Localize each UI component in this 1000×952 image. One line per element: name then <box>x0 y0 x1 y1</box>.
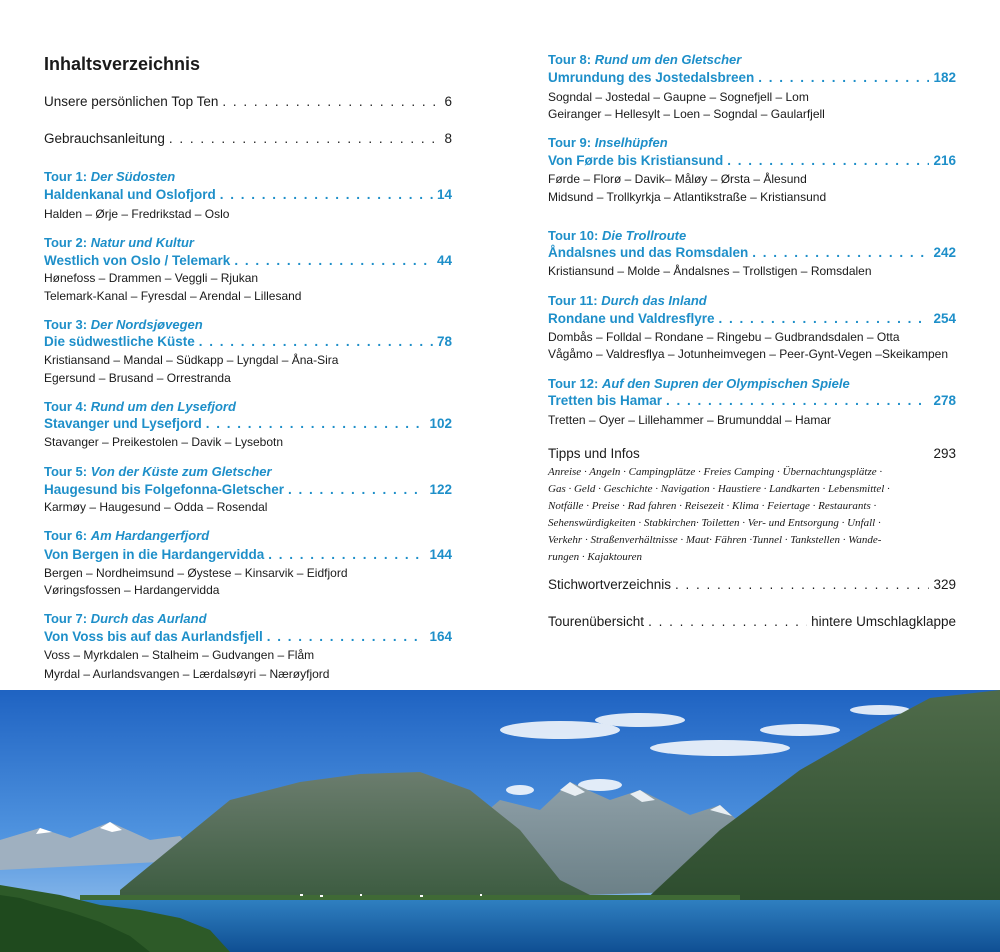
toc-entry-usage[interactable] <box>44 131 452 146</box>
tour-page: 78 <box>436 334 452 349</box>
tour-page: 164 <box>429 629 452 644</box>
tour-page: 102 <box>429 416 452 431</box>
leader-dots <box>288 482 425 497</box>
tour-number: Tour 4: <box>44 399 88 414</box>
toc-entry-tour-3[interactable] <box>44 334 452 349</box>
leader-dots <box>268 547 425 562</box>
tour-title: Die südwestliche Küste <box>44 334 195 349</box>
tour-heading <box>44 611 207 626</box>
leader-dots <box>666 393 929 408</box>
tour-subtitle: Rund um den Lysefjord <box>90 399 236 414</box>
tour-subtitle: Am Hardangerfjord <box>90 528 210 543</box>
tour-route: Halden – Ørje – Fredrikstad – Oslo <box>44 207 230 221</box>
toc-entry-tour-1[interactable] <box>44 187 452 202</box>
leader-dots <box>206 416 426 431</box>
toc-entry-label: Unsere persönlichen Top Ten <box>44 94 219 109</box>
toc-entry-page: 8 <box>444 131 452 146</box>
tour-title: Haugesund bis Folgefonna-Gletscher <box>44 482 285 497</box>
tour-route: Stavanger – Preikestolen – Davik – Lysebotn <box>44 435 284 449</box>
tour-title: Haldenkanal und Oslofjord <box>44 187 216 202</box>
tipps-topics-line: Anreise · Angeln · Campingplätze · Freies Camping · Übernachtungsplätze · <box>548 466 883 478</box>
toc-entry-tour-11[interactable] <box>548 311 956 326</box>
tour-heading <box>44 317 203 332</box>
tour-page: 44 <box>436 253 452 268</box>
tour-route: Førde – Florø – Davik– Måløy – Ørsta – Ålesund <box>548 172 807 186</box>
tour-number: Tour 7: <box>44 611 88 626</box>
tour-route: Vågåmo – Valdresflya – Jotunheimvegen – Peer-Gynt-Vegen –Skeikampen <box>548 347 949 361</box>
tour-subtitle: Auf den Supren der Olympischen Spiele <box>601 376 850 391</box>
tour-subtitle: Rund um den Gletscher <box>594 52 742 67</box>
toc-entry-tour-7[interactable] <box>44 629 452 644</box>
tour-route: Geiranger – Hellesylt – Loen – Sogndal – Gaularfjell <box>548 107 825 121</box>
tour-subtitle: Durch das Inland <box>601 293 707 308</box>
tour-route: Voss – Myrkdalen – Stalheim – Gudvangen – Flåm <box>44 648 315 662</box>
toc-entry-label: Tipps und Infos <box>548 446 640 461</box>
tour-heading <box>44 528 209 543</box>
tour-route: Midsund – Trollkyrkja – Atlantikstraße – Kristiansund <box>548 190 827 204</box>
tour-heading <box>44 399 236 414</box>
tour-route: Karmøy – Haugesund – Odda – Rosendal <box>44 500 268 514</box>
tour-route: Bergen – Nordheimsund – Øystese – Kinsarvik – Eidfjord <box>44 566 348 580</box>
toc-entry-label: Tourenübersicht <box>548 614 645 629</box>
toc-entry-page: 6 <box>444 94 452 109</box>
toc-entry-page: 293 <box>933 446 956 461</box>
toc-entry-page: 329 <box>933 577 956 592</box>
tour-subtitle: Inselhüpfen <box>594 135 668 150</box>
tour-subtitle: Durch das Aurland <box>90 611 207 626</box>
tour-heading <box>548 228 686 243</box>
tour-subtitle: Von der Küste zum Gletscher <box>90 464 272 479</box>
toc-entry-tour-5[interactable] <box>44 482 452 497</box>
tipps-topics-line: Gas · Geld · Geschichte · Navigation · Haustiere · Landkarten · Lebensmittel · <box>548 483 890 495</box>
tour-heading <box>44 235 194 250</box>
toc-entry-label: Gebrauchsanleitung <box>44 131 165 146</box>
tour-route: Kristiansund – Molde – Åndalsnes – Trollstigen – Romsdalen <box>548 264 872 278</box>
tour-title: Westlich von Oslo / Telemark <box>44 253 231 268</box>
tipps-topics <box>548 464 956 566</box>
tour-number: Tour 5: <box>44 464 88 479</box>
tour-page: 14 <box>436 187 452 202</box>
leader-dots <box>267 629 426 644</box>
tour-heading <box>44 169 175 184</box>
toc-entry-tour-8[interactable] <box>548 70 956 85</box>
tour-page: 278 <box>933 393 956 408</box>
leader-dots <box>199 334 433 349</box>
leader-dots <box>752 245 929 260</box>
leader-dots <box>220 187 433 202</box>
tour-number: Tour 8: <box>548 52 592 67</box>
tour-number: Tour 11: <box>548 293 598 308</box>
toc-entry-label: Stichwortverzeichnis <box>548 577 672 592</box>
tour-route: Tretten – Oyer – Lillehammer – Brumunddal – Hamar <box>548 413 832 427</box>
tour-title: Åndalsnes und das Romsdalen <box>548 245 749 260</box>
leader-dots <box>758 70 929 85</box>
tour-route: Dombås – Folldal – Rondane – Ringebu – Gudbrandsdalen – Otta <box>548 330 900 344</box>
tour-route: Vøringsfossen – Hardangervidda <box>44 583 220 597</box>
tour-title: Von Førde bis Kristiansund <box>548 153 724 168</box>
tour-subtitle: Die Trollroute <box>601 228 687 243</box>
tour-page: 122 <box>429 482 452 497</box>
tour-heading <box>548 293 707 308</box>
toc-entry-tour-9[interactable] <box>548 153 956 168</box>
tour-title: Stavanger und Lysefjord <box>44 416 202 431</box>
tour-title: Von Voss bis auf das Aurlandsfjell <box>44 629 263 644</box>
leader-dots <box>727 153 929 168</box>
tour-number: Tour 6: <box>44 528 88 543</box>
tour-subtitle: Der Nordsjøvegen <box>90 317 203 332</box>
tour-title: Tretten bis Hamar <box>548 393 663 408</box>
leader-dots <box>648 614 807 629</box>
toc-entry-tour-2[interactable] <box>44 253 452 268</box>
tipps-topics-line: Notfälle · Preise · Rad fahren · Reisezeit · Klima · Feiertage · Restaurants · <box>548 500 877 512</box>
tour-title: Umrundung des Jostedalsbreen <box>548 70 755 85</box>
leader-dots <box>675 577 929 592</box>
toc-entry-tour-4[interactable] <box>44 416 452 431</box>
tour-heading <box>44 464 272 479</box>
toc-entry-tipps[interactable] <box>548 446 956 461</box>
tour-number: Tour 12: <box>548 376 599 391</box>
tour-page: 242 <box>933 245 956 260</box>
tipps-topics-line: Sehenswürdigkeiten · Stabkirchen· Toiletten · Ver- und Entsorgung · Unfall · <box>548 517 881 529</box>
tour-heading <box>548 135 668 150</box>
tipps-topics-line: rungen · Kajaktouren <box>548 551 642 563</box>
tour-page: 182 <box>933 70 956 85</box>
toc-entry-overview[interactable] <box>548 614 956 629</box>
tour-number: Tour 1: <box>44 169 88 184</box>
tour-page: 144 <box>429 547 452 562</box>
tour-subtitle: Der Südosten <box>90 169 176 184</box>
tour-number: Tour 9: <box>548 135 592 150</box>
tipps-topics-line: Verkehr · Straßenverhältnisse · Maut· Fähren ·Tunnel · Tankstellen · Wande- <box>548 534 882 546</box>
tour-page: 216 <box>933 153 956 168</box>
tour-subtitle: Natur und Kultur <box>90 235 194 250</box>
leader-dots <box>719 311 930 326</box>
tour-page: 254 <box>933 311 956 326</box>
page-title: Inhaltsverzeichnis <box>44 54 201 74</box>
tour-route: Egersund – Brusand – Orrestranda <box>44 371 231 385</box>
toc-entry-index[interactable] <box>548 577 956 592</box>
tour-number: Tour 2: <box>44 235 88 250</box>
leader-dots <box>234 253 433 268</box>
tour-route: Telemark-Kanal – Fyresdal – Arendal – Lillesand <box>44 289 302 303</box>
tour-route: Sogndal – Jostedal – Gaupne – Sognefjell – Lom <box>548 90 809 104</box>
tour-number: Tour 10: <box>548 228 599 243</box>
tour-heading <box>548 376 850 391</box>
tour-route: Kristiansand – Mandal – Südkapp – Lyngdal – Åna-Sira <box>44 353 339 367</box>
toc-entry-tour-6[interactable] <box>44 547 452 562</box>
leader-dots <box>169 131 441 146</box>
toc-entry-page: hintere Umschlagklappe <box>811 614 956 629</box>
tour-route: Myrdal – Aurlandsvangen – Lærdalsøyri – Nærøyfjord <box>44 667 330 681</box>
tour-heading <box>548 52 741 67</box>
toc-entry-tour-12[interactable] <box>548 393 956 408</box>
toc-entry-tour-10[interactable] <box>548 245 956 260</box>
tour-title: Von Bergen in die Hardangervidda <box>44 547 265 562</box>
leader-dots <box>222 94 440 109</box>
tour-title: Rondane und Valdresflyre <box>548 311 715 326</box>
tour-route: Hønefoss – Drammen – Veggli – Rjukan <box>44 271 259 285</box>
tour-number: Tour 3: <box>44 317 88 332</box>
toc-entry-top-ten[interactable] <box>44 94 452 109</box>
fjord-landscape-image <box>0 690 1000 952</box>
